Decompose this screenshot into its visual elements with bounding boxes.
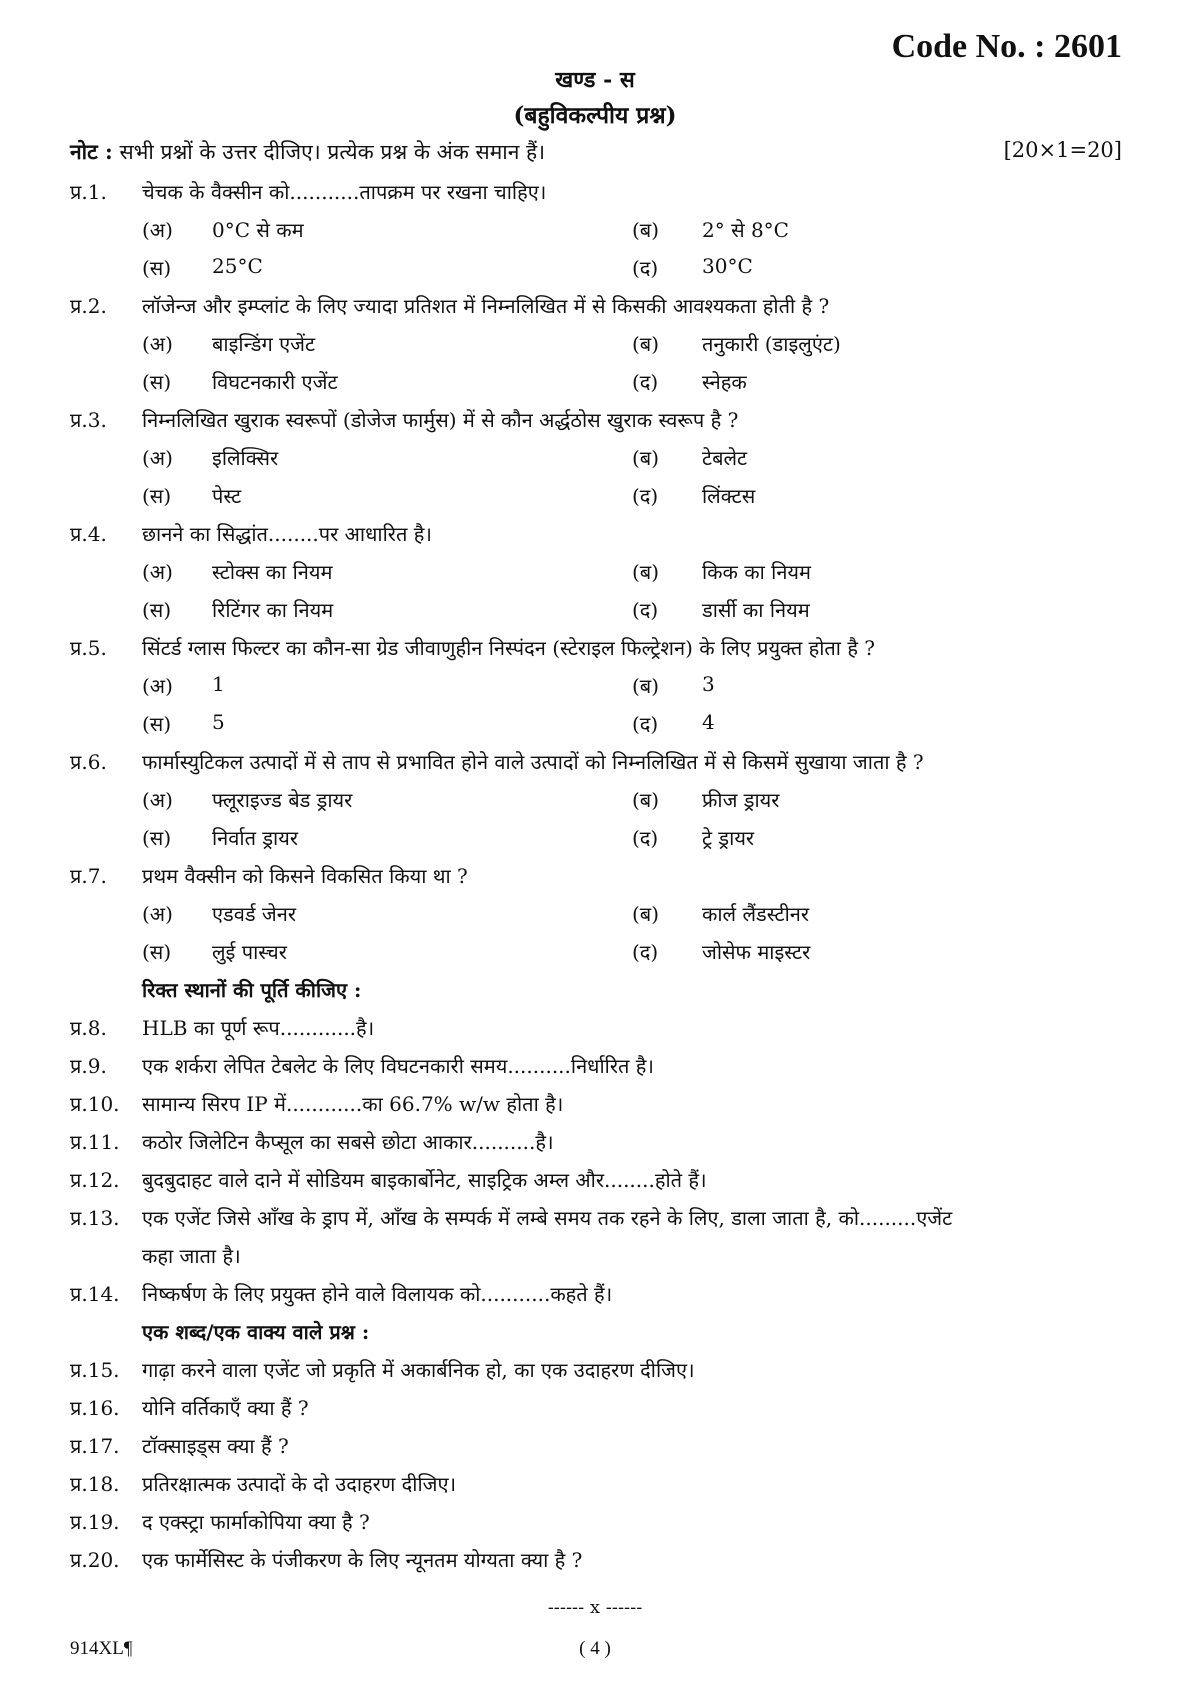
option-label: (ब)	[632, 559, 660, 584]
question-number: प्र.4.	[70, 521, 107, 546]
option-label: (ब)	[632, 787, 660, 812]
option-text: 4	[702, 709, 715, 734]
option-label: (अ)	[142, 901, 173, 926]
options-row	[70, 438, 1122, 476]
question-row	[70, 1198, 1122, 1236]
option-label: (अ)	[142, 445, 173, 470]
option-label: (द)	[632, 939, 659, 964]
option-text: पेस्ट	[212, 483, 242, 508]
option-text: फ्रीज ड्रायर	[702, 787, 780, 812]
option	[632, 672, 1122, 699]
options-row	[70, 894, 1122, 932]
options-row	[70, 248, 1122, 286]
question-number: प्र.19.	[70, 1509, 120, 1534]
question-number: प्र.9.	[70, 1053, 107, 1078]
question-row	[70, 1046, 1122, 1084]
options-row	[70, 590, 1122, 628]
question-number: प्र.15.	[70, 1357, 120, 1382]
options-row	[70, 818, 1122, 856]
option	[632, 254, 1122, 281]
option-text: लुई पास्चर	[212, 939, 287, 964]
page-number: ( 4 )	[579, 1638, 611, 1659]
question-text: बुदबुदाहट वाले दाने में सोडियम बाइकार्बोनेट, साइट्रिक अम्ल और........होते हैं।	[142, 1167, 707, 1192]
question-text: एक फार्मेसिस्ट के पंजीकरण के लिए न्यूनतम योग्यता क्या है ?	[142, 1547, 583, 1572]
option-text: 25°C	[212, 253, 263, 278]
option-text: किक का नियम	[702, 559, 811, 584]
question-row	[70, 286, 1122, 324]
question-row	[70, 1426, 1122, 1464]
option-text: 3	[702, 671, 715, 696]
option	[632, 368, 1122, 395]
option	[142, 482, 632, 509]
option-text: स्नेहक	[702, 369, 747, 394]
option-label: (स)	[142, 939, 172, 964]
option-text: बाइन्डिंग एजेंट	[212, 331, 316, 356]
option-text: तनुकारी (डाइलुएंट)	[702, 331, 841, 356]
question-text: फार्मास्युटिकल उत्पादों में से ताप से प्रभावित होने वाले उत्पादों को निम्नलिखित में से किसमें सुखाया जाता है ?	[142, 749, 924, 774]
option	[632, 482, 1122, 509]
option-text: 2° से 8°C	[702, 217, 789, 242]
option-text: जोसेफ माइस्टर	[702, 939, 811, 964]
option-label: (अ)	[142, 559, 173, 584]
question-number: प्र.3.	[70, 407, 107, 432]
options-row	[70, 704, 1122, 742]
options-row	[70, 476, 1122, 514]
question-number: प्र.2.	[70, 293, 107, 318]
option-text: डार्सी का नियम	[702, 597, 810, 622]
question-row	[70, 1350, 1122, 1388]
question-row	[70, 628, 1122, 666]
option	[632, 558, 1122, 585]
question-text: निम्नलिखित खुराक स्वरूपों (डोजेज फार्मुस) में से कौन अर्द्धठोस खुराक स्वरूप है ?	[142, 407, 739, 432]
option	[142, 216, 632, 243]
question-text: प्रथम वैक्सीन को किसने विकसित किया था ?	[142, 863, 468, 888]
options-row	[70, 780, 1122, 818]
question-text: योनि वर्तिकाएँ क्या हैं ?	[142, 1395, 309, 1420]
question-row	[70, 1274, 1122, 1312]
option-text: 30°C	[702, 253, 753, 278]
question-text: निष्कर्षण के लिए प्रयुक्त होने वाले विलायक को...........कहते हैं।	[142, 1281, 613, 1306]
question-text: सिंटर्ड ग्लास फिल्टर का कौन-सा ग्रेड जीवाणुहीन निस्पंदन (स्टेराइल फिल्ट्रेशन) के लिए प्रयुक्त होता है ?	[142, 635, 876, 660]
question-number: प्र.6.	[70, 749, 107, 774]
question-text: HLB का पूर्ण रूप............है।	[142, 1015, 375, 1040]
question-list	[70, 172, 1122, 1578]
option	[632, 938, 1122, 965]
option	[632, 710, 1122, 737]
section-title: खण्ड - स	[555, 67, 635, 93]
options-row	[70, 552, 1122, 590]
marks-scheme: [20×1=20]	[1003, 138, 1122, 162]
option-label: (ब)	[632, 673, 660, 698]
option-text: फ्लूराइज्ड बेड ड्रायर	[212, 787, 353, 812]
option-text: ट्रे ड्रायर	[702, 825, 755, 850]
question-text: एक शर्करा लेपित टेबलेट के लिए विघटनकारी समय..........निर्धारित है।	[142, 1053, 654, 1078]
option	[632, 824, 1122, 851]
option	[142, 558, 632, 585]
options-row	[70, 666, 1122, 704]
option	[142, 938, 632, 965]
option	[142, 444, 632, 471]
section-subtitle: (बहुविकल्पीय प्रश्न)	[513, 102, 677, 129]
option	[142, 596, 632, 623]
option-label: (अ)	[142, 331, 173, 356]
option	[142, 254, 632, 281]
question-text: एक एजेंट जिसे आँख के ड्राप में, आँख के सम्पर्क में लम्बे समय तक रहने के लिए, डाला जाता है, को.........एजेंट	[142, 1205, 953, 1230]
question-text: कठोर जिलेटिन कैप्सूल का सबसे छोटा आकार..........है।	[142, 1129, 554, 1154]
option-text: विघटनकारी एजेंट	[212, 369, 338, 394]
question-number: प्र.1.	[70, 179, 107, 204]
option-label: (द)	[632, 483, 659, 508]
option	[142, 710, 632, 737]
question-text: छानने का सिद्धांत........पर आधारित है।	[142, 521, 432, 546]
option	[142, 786, 632, 813]
question-row	[70, 856, 1122, 894]
option-label: (स)	[142, 483, 172, 508]
question-number: प्र.8.	[70, 1015, 107, 1040]
option	[142, 330, 632, 357]
option-label: (द)	[632, 711, 659, 736]
question-row	[70, 1388, 1122, 1426]
note-label: नोट :	[70, 139, 113, 164]
options-row	[70, 362, 1122, 400]
option-label: (द)	[632, 597, 659, 622]
question-number: प्र.11.	[70, 1129, 120, 1154]
question-text: गाढ़ा करने वाला एजेंट जो प्रकृति में अकार्बनिक हो, का एक उदाहरण दीजिए।	[142, 1357, 695, 1382]
question-number: प्र.13.	[70, 1205, 120, 1230]
short-answer-heading: एक शब्द/एक वाक्य वाले प्रश्न :	[142, 1319, 370, 1344]
question-number: प्र.10.	[70, 1091, 120, 1116]
instructions-note	[70, 138, 1122, 166]
question-number: प्र.20.	[70, 1547, 120, 1572]
question-text-continued: कहा जाता है।	[142, 1243, 241, 1268]
option-label: (द)	[632, 369, 659, 394]
option-label: (ब)	[632, 445, 660, 470]
option-text: रिटिंगर का नियम	[212, 597, 334, 622]
option-text: निर्वात ड्रायर	[212, 825, 298, 850]
option-label: (स)	[142, 255, 172, 280]
option	[142, 824, 632, 851]
option	[142, 368, 632, 395]
option-label: (ब)	[632, 217, 660, 242]
option-label: (ब)	[632, 331, 660, 356]
code-number: Code No. : 2601	[891, 28, 1122, 65]
end-marker: ------ x ------	[547, 1597, 643, 1618]
question-text: प्रतिरक्षात्मक उत्पादों के दो उदाहरण दीजिए।	[142, 1471, 457, 1496]
option-label: (स)	[142, 369, 172, 394]
question-text: चेचक के वैक्सीन को...........तापक्रम पर रखना चाहिए।	[142, 179, 547, 204]
option-text: लिंक्टस	[702, 483, 756, 508]
question-row	[70, 1122, 1122, 1160]
question-row	[70, 1540, 1122, 1578]
question-number: प्र.5.	[70, 635, 107, 660]
option-label: (अ)	[142, 787, 173, 812]
question-text: द एक्स्ट्रा फार्माकोपिया क्या है ?	[142, 1509, 370, 1534]
question-number: प्र.14.	[70, 1281, 120, 1306]
option-text: 0°C से कम	[212, 217, 304, 242]
question-row	[70, 1464, 1122, 1502]
option	[142, 672, 632, 699]
option	[632, 786, 1122, 813]
question-row	[70, 742, 1122, 780]
option	[632, 216, 1122, 243]
question-row	[70, 1008, 1122, 1046]
option	[632, 444, 1122, 471]
option-text: टेबलेट	[702, 445, 748, 470]
question-number: प्र.12.	[70, 1167, 120, 1192]
question-row	[70, 514, 1122, 552]
option-text: एडवर्ड जेनर	[212, 901, 297, 926]
option	[632, 596, 1122, 623]
option-label: (ब)	[632, 901, 660, 926]
options-row	[70, 932, 1122, 970]
footer-code: 914XL¶	[70, 1638, 133, 1659]
question-row	[70, 1502, 1122, 1540]
options-row	[70, 324, 1122, 362]
option-text: कार्ल लैंडस्टीनर	[702, 901, 810, 926]
option	[142, 900, 632, 927]
fill-in-blanks-heading: रिक्त स्थानों की पूर्ति कीजिए :	[142, 977, 362, 1002]
option-label: (द)	[632, 825, 659, 850]
option-label: (स)	[142, 597, 172, 622]
option-text: स्टोक्स का नियम	[212, 559, 333, 584]
question-text: लॉजेन्ज और इम्प्लांट के लिए ज्यादा प्रतिशत में निम्नलिखित में से किसकी आवश्यकता होती है ?	[142, 293, 830, 318]
option-label: (स)	[142, 711, 172, 736]
question-row	[70, 1160, 1122, 1198]
question-row	[70, 172, 1122, 210]
question-row	[70, 1084, 1122, 1122]
question-number: प्र.7.	[70, 863, 107, 888]
note-text: सभी प्रश्नों के उत्तर दीजिए। प्रत्येक प्रश्न के अंक समान हैं।	[119, 140, 546, 164]
question-text: टॉक्साइड्स क्या हैं ?	[142, 1433, 289, 1458]
option-label: (द)	[632, 255, 659, 280]
question-number: प्र.17.	[70, 1433, 120, 1458]
option-text: 1	[212, 671, 225, 696]
option-label: (अ)	[142, 673, 173, 698]
options-row	[70, 210, 1122, 248]
question-text: सामान्य सिरप IP में............का 66.7% w/w होता है।	[142, 1091, 564, 1116]
option	[632, 330, 1122, 357]
question-number: प्र.18.	[70, 1471, 120, 1496]
question-row	[70, 400, 1122, 438]
option-text: 5	[212, 709, 225, 734]
option	[632, 900, 1122, 927]
option-text: इलिक्सिर	[212, 445, 279, 470]
option-label: (स)	[142, 825, 172, 850]
question-number: प्र.16.	[70, 1395, 120, 1420]
option-label: (अ)	[142, 217, 173, 242]
